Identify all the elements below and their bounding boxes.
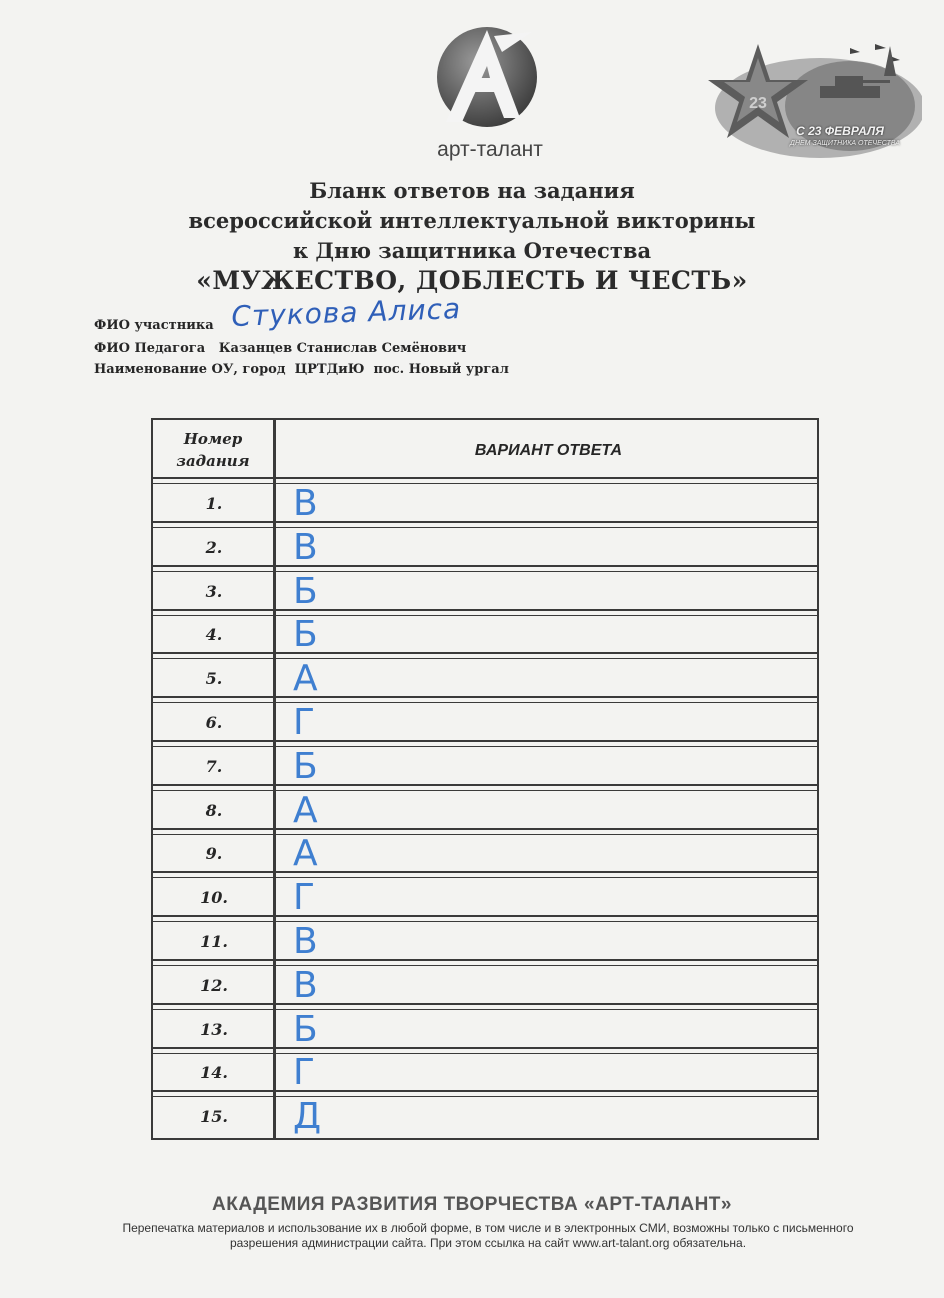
table-row [153, 659, 817, 703]
handwritten-answer: Г [293, 702, 315, 743]
header-row [153, 440, 817, 484]
task-number: 10. [200, 888, 228, 908]
handwritten-answer: А [293, 789, 318, 831]
header-task-number-line-2: задания [176, 452, 250, 470]
handwritten-answer: Б [293, 614, 318, 656]
handwritten-answer: В [293, 921, 318, 962]
form-title [0, 176, 944, 296]
table-row [153, 834, 817, 878]
task-number: 14. [200, 1063, 228, 1083]
table-row [153, 528, 817, 572]
task-number: 7. [205, 756, 223, 776]
school-field [94, 362, 509, 377]
table-row [153, 966, 817, 1010]
task-number: 13. [200, 1019, 228, 1039]
handwritten-answer: Б [293, 570, 318, 612]
handwritten-answer: Г [293, 877, 315, 919]
table-row [153, 1010, 817, 1054]
emblem-subtitle: ДНЕМ ЗАЩИТНИКА ОТЕЧЕСТВА [790, 140, 900, 147]
task-number: 5. [205, 669, 223, 689]
participant-field [94, 318, 214, 333]
handwritten-answer: В [293, 964, 318, 1006]
task-number: 1. [205, 494, 223, 513]
school-value: ЦРТДиЮ пос. Новый ургал [294, 362, 509, 377]
table-row [153, 791, 817, 835]
table-row [153, 615, 817, 659]
table-row [153, 878, 817, 922]
table-row [153, 747, 817, 791]
task-number: 15. [200, 1107, 228, 1127]
teacher-field [94, 341, 466, 356]
handwritten-answer: А [293, 833, 318, 875]
title-line-1: Бланк ответов на задания [309, 178, 635, 203]
participant-name-handwritten: Стукова Алиса [230, 291, 462, 333]
header-answer: ВАРИАНТ ОТВЕТА [474, 442, 623, 459]
quiz-name: «МУЖЕСТВО, ДОБЛЕСТЬ И ЧЕСТЬ» [196, 266, 748, 295]
handwritten-answer: Б [293, 1008, 318, 1050]
row-divider [153, 477, 817, 484]
handwritten-answer: Б [293, 745, 318, 787]
task-number: 6. [205, 713, 223, 732]
handwritten-answer: Д [293, 1096, 322, 1138]
title-line-2: всероссийской интеллектуальной викторины [188, 208, 756, 233]
copyright-notice: Перепечатка материалов и использование их в любой форме, в том числе и в электронных СМИ, возможны только с письменного разрешения администрации сайта. При этом ссылка на сайт www.art-talant.org обязательна. [122, 1221, 854, 1250]
school-label: Наименование ОУ, город [94, 362, 286, 377]
task-number: 2. [205, 537, 223, 557]
teacher-label: ФИО Педагога [94, 341, 206, 356]
table-row [153, 922, 817, 966]
handwritten-answer: В [293, 483, 318, 524]
handwritten-answer: В [293, 526, 318, 568]
answer-table [151, 418, 819, 1140]
teacher-value: Казанцев Станислав Семёнович [218, 341, 467, 356]
emblem-date: С 23 ФЕВРАЛЯ [796, 124, 884, 138]
table-row [153, 572, 817, 616]
task-number: 11. [200, 932, 228, 951]
task-number: 3. [205, 581, 223, 601]
brand-name: арт-талант [437, 138, 543, 161]
academy-name: АКАДЕМИЯ РАЗВИТИЯ ТВОРЧЕСТВА «АРТ-ТАЛАНТ» [212, 1194, 732, 1215]
table-row [153, 1097, 817, 1141]
handwritten-answer: А [293, 658, 318, 700]
task-number: 8. [205, 800, 223, 820]
table-row [153, 484, 817, 528]
task-number: 4. [205, 625, 223, 645]
table-row [153, 703, 817, 747]
art-talant-logo [432, 22, 542, 132]
handwritten-answer: Г [293, 1052, 315, 1094]
task-number: 9. [205, 844, 223, 864]
header-task-number-line-1: Номер [183, 430, 243, 448]
table-row [153, 1053, 817, 1097]
emblem-number: 23 [749, 95, 767, 112]
task-number: 12. [200, 975, 228, 995]
title-line-3: к Дню защитника Отечества [292, 238, 652, 263]
participant-label: ФИО участника [94, 318, 214, 333]
